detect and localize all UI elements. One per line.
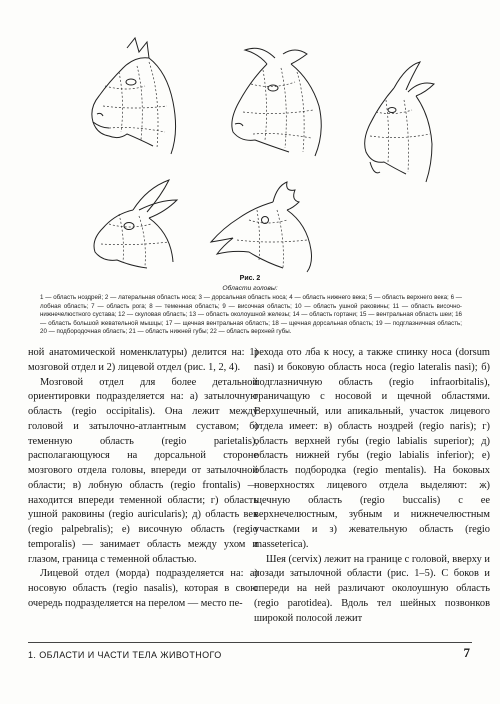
rabbit-head-drawing <box>77 178 197 274</box>
paragraph: Шея (cervix) лежит на границе с головой, вверху и позади затылочной области (рис. 1–5). С боков и спереди на ней различают околоушную область (regio parotidea). Вдоль тел шейных позвонков широкой полосой лежит <box>254 553 490 624</box>
running-footer-section: 1. ОБЛАСТИ И ЧАСТИ ТЕЛА ЖИВОТНОГО <box>28 650 222 660</box>
figure-label: Рис. 2 <box>239 275 261 282</box>
cow-head-drawing <box>215 40 345 160</box>
page-number: 7 <box>463 645 470 660</box>
figure-head-regions <box>55 30 455 278</box>
text-column-right <box>254 346 490 626</box>
text-column-left <box>28 346 258 612</box>
paragraph: рехода ото лба к носу, а также спинку носа (dorsum nasi) и боковую область носа (regio lateralis nasi); б) подглазничную область (regio infraorbitalis), граничащую с носовой и щечной областями. Верхушечный, или апикальный, участок лицевого отдела имеет: в) область ноздрей (regio naris); г) область верхней губы (regio labialis superior); д) область нижней губы (regio labialis inferior); е) область подбородка (regio mentalis). На боковых поверхностях лицевого отдела выделяют: ж) щечную область (regio buccalis) с ее верхнечелюстным, зубным и нижнечелюстным участками и з) жевательную область (regio masseterica). <box>254 347 490 550</box>
goat-head-drawing <box>350 60 450 190</box>
paragraph: ной анатомической номенклатуры) делится на: 1) мозговой отдел и 2) лицевой отдел (рис. 1, 2, 4). <box>28 347 258 373</box>
horse-head-drawing <box>75 36 205 161</box>
bird-head-drawing <box>203 180 338 275</box>
footer-divider <box>28 642 472 643</box>
figure-caption-title: Области головы: <box>222 285 278 292</box>
paragraph: Лицевой отдел (морда) подразделяется на: а) носовую область (regio nasalis), которая в свою очередь подразделяется на перелом — место пе- <box>28 568 258 609</box>
figure-caption: 1 — область ноздрей; 2 — латеральная область носа; 3 — дорсальная область носа; 4 — область нижнего века; 5 — область верхнего века; 6 — лобная область; 7 — область рога; 8 — теменная область; 9 — височная область; 10 — область ушной раковины; 11 — область височно-нижнечелюстного сустава; 12 — скуловая область; 13 — область околоушной железы; 14 — область гортани; 15 — вентральная область шеи; 16 — область большой жевательной мышцы; 17 — щечная вентральная область; 18 — щечная дорсальная область; 19 — подглазничная область; 20 — подбородочная область; 21 — область нижней губы; 22 — область верхней губы. <box>40 294 462 336</box>
paragraph: Мозговой отдел для более детальной ориентировки подразделяется на: а) затылочную область (regio occipitalis). Она лежит между головой и затылочно-атлантным суставом; б) теменную область (regio parietalis), располагающуюся на дорсальной стороне мозгового отдела головы, впереди от затылочной области; в) лобную область (regio frontalis) — находится впереди теменной области; г) область ушной раковины (regio auricularis); д) область век (regio palpebralis); е) височную область (regio temporalis) — занимает область между ухом и глазом, граница с теменной областью. <box>28 376 258 565</box>
